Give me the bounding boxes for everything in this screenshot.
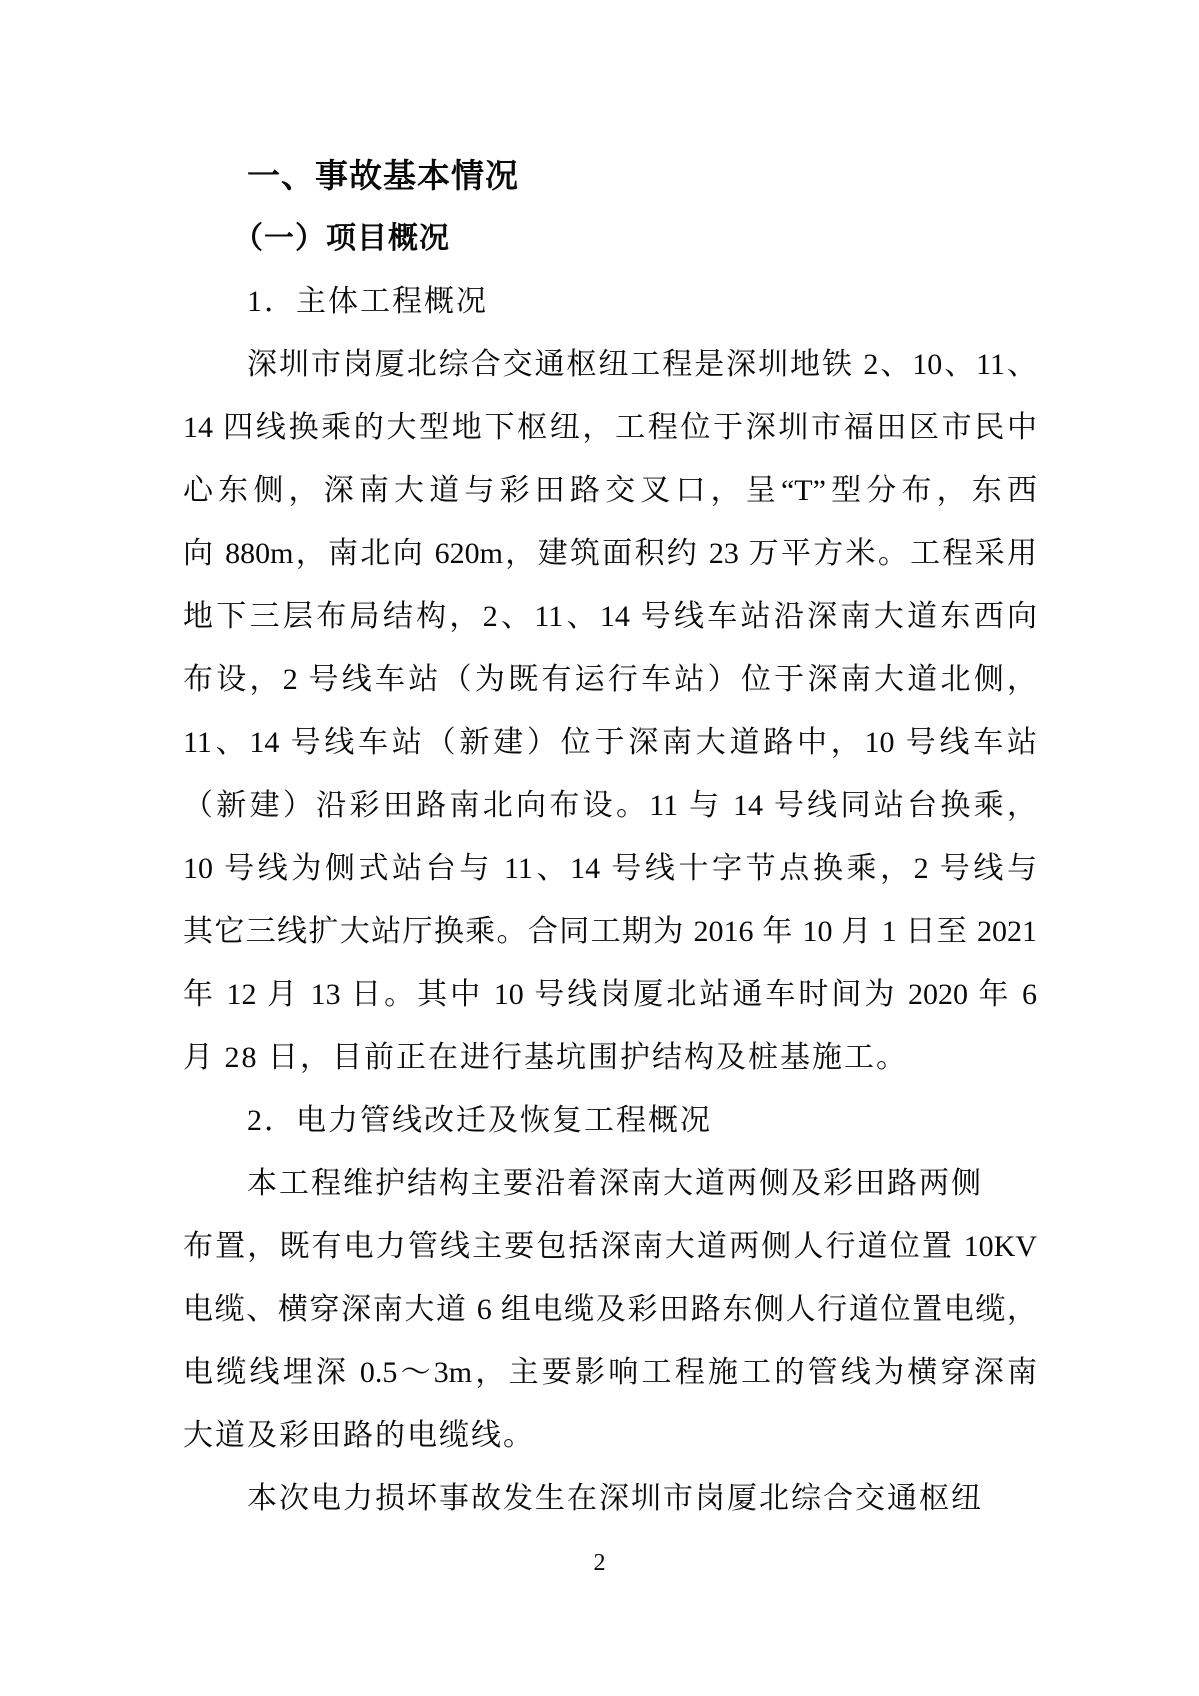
paragraph-1-line: 布设，2 号线车站（为既有运行车站）位于深南大道北侧， bbox=[183, 663, 1037, 696]
paragraph-1-line: 月 28 日，目前正在进行基坑围护结构及桩基施工。 bbox=[183, 1041, 908, 1074]
paragraph-2-line: 布置，既有电力管线主要包括深南大道两侧人行道位置 10KV bbox=[183, 1230, 1037, 1263]
page-number: 2 bbox=[593, 1550, 606, 1576]
chapter-heading: 一、事故基本情况 bbox=[247, 157, 519, 194]
paragraph-1-line: 深圳市岗厦北综合交通枢纽工程是深圳地铁 2、10、11、 bbox=[247, 348, 1037, 381]
paragraph-2-line: 本工程维护结构主要沿着深南大道两侧及彩田路两侧 bbox=[247, 1167, 983, 1200]
subsection-2-heading: 2．电力管线改迁及恢复工程概况 bbox=[247, 1104, 712, 1137]
paragraph-3-line: 本次电力损坏事故发生在深圳市岗厦北综合交通枢纽 bbox=[247, 1482, 983, 1515]
paragraph-1-line: （新建）沿彩田路南北向布设。11 与 14 号线同站台换乘， bbox=[183, 789, 1037, 822]
paragraph-2-line: 电缆线埋深 0.5～3m，主要影响工程施工的管线为横穿深南 bbox=[183, 1356, 1037, 1389]
paragraph-1-line: 14 四线换乘的大型地下枢纽，工程位于深圳市福田区市民中 bbox=[183, 411, 1037, 444]
paragraph-2-line: 大道及彩田路的电缆线。 bbox=[183, 1419, 535, 1452]
paragraph-2-line: 电缆、横穿深南大道 6 组电缆及彩田路东侧人行道位置电缆， bbox=[183, 1293, 1037, 1326]
paragraph-1-line: 心东侧，深南大道与彩田路交叉口，呈“T”型分布，东西 bbox=[183, 474, 1037, 507]
paragraph-1-line: 10 号线为侧式站台与 11、14 号线十字节点换乘，2 号线与 bbox=[183, 852, 1037, 885]
paragraph-1-line: 地下三层布局结构，2、11、14 号线车站沿深南大道东西向 bbox=[183, 600, 1037, 633]
paragraph-1-line: 11、14 号线车站（新建）位于深南大道路中，10 号线车站 bbox=[183, 726, 1037, 759]
paragraph-1-line: 向 880m，南北向 620m，建筑面积约 23 万平方米。工程采用 bbox=[183, 537, 1037, 570]
subsection-1-heading: 1．主体工程概况 bbox=[247, 285, 488, 318]
section-heading: （一）项目概况 bbox=[233, 222, 450, 255]
paragraph-1-line: 年 12 月 13 日。其中 10 号线岗厦北站通车时间为 2020 年 6 bbox=[183, 978, 1037, 1011]
document-body bbox=[183, 144, 1037, 1530]
paragraph-1-line: 其它三线扩大站厅换乘。合同工期为 2016 年 10 月 1 日至 2021 bbox=[183, 915, 1037, 948]
